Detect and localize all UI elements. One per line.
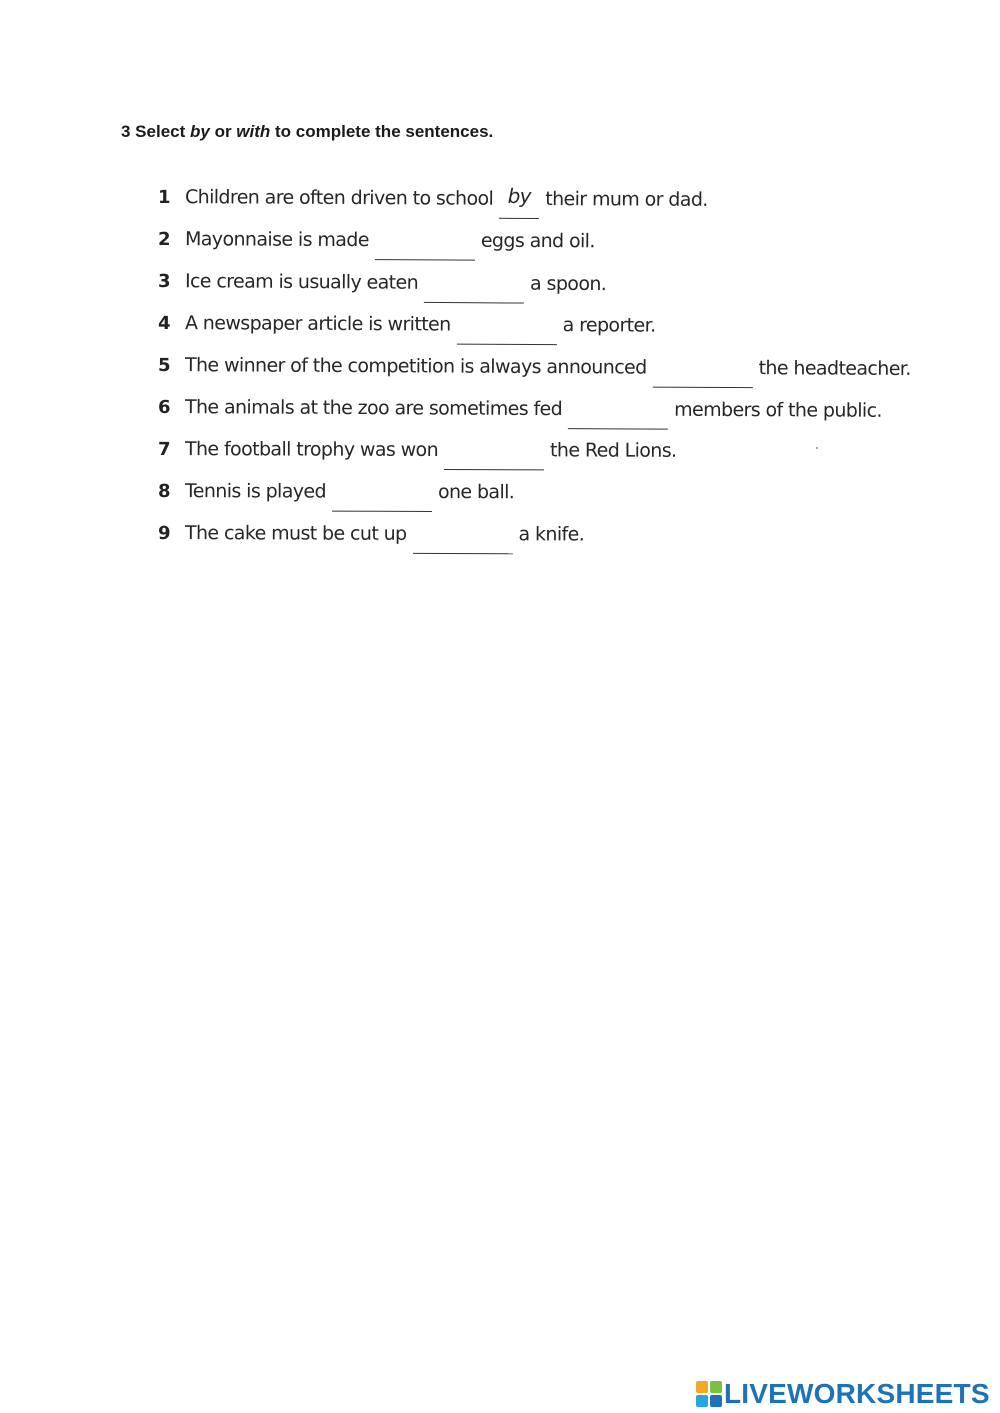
instruction-word-by: by — [190, 122, 210, 141]
instruction-prefix: 3 Select — [121, 122, 190, 141]
sentence-text-after: the headteacher. — [758, 357, 911, 380]
sentence-number: 6 — [157, 396, 170, 418]
sentence-text-before: Tennis is played — [184, 480, 327, 503]
logo-square — [696, 1381, 708, 1393]
logo-square — [696, 1395, 708, 1407]
sentence-text-before: The cake must be cut up — [184, 522, 407, 545]
sentence-text-before: Ice cream is usually eaten — [184, 270, 419, 294]
sentence-number: 2 — [157, 228, 170, 250]
sentence-3 — [158, 260, 958, 308]
logo-square — [710, 1381, 722, 1393]
sentence-6 — [158, 386, 958, 432]
sentence-8 — [158, 470, 958, 515]
logo-square — [710, 1395, 722, 1407]
sentence-4 — [158, 302, 958, 348]
liveworksheets-logo-icon — [696, 1381, 722, 1407]
sentence-text-after: a reporter. — [562, 314, 656, 337]
sentence-text-after: eggs and oil. — [480, 229, 595, 253]
sentence-9 — [158, 512, 958, 557]
sentence-text-before: The football trophy was won — [184, 438, 439, 461]
answer-blank-7[interactable] — [444, 442, 544, 469]
sentence-text-after: their mum or dad. — [545, 188, 708, 211]
liveworksheets-brand — [696, 1378, 990, 1410]
answer-blank-3[interactable] — [424, 275, 524, 303]
sentence-text-after: one ball. — [437, 480, 515, 504]
sentence-5 — [158, 344, 958, 390]
sentence-text-before: A newspaper article is written — [184, 312, 451, 336]
sentence-text-after: a knife. — [518, 523, 585, 546]
instruction-heading — [121, 122, 493, 142]
instruction-middle: or — [209, 122, 237, 141]
instruction-word-with: with — [236, 122, 271, 141]
sentence-number: 7 — [157, 438, 170, 460]
sentence-text-after: members of the public. — [674, 398, 882, 422]
sentence-text-before: The winner of the competition is always announced — [184, 354, 647, 379]
sentence-list — [158, 176, 958, 554]
instruction-suffix: to complete the sentences. — [270, 122, 494, 141]
answer-blank-9[interactable] — [412, 526, 512, 553]
answer-blank-4[interactable] — [457, 317, 557, 345]
answer-blank-5[interactable] — [653, 360, 753, 388]
sentence-text-after: the Red Lions. — [550, 439, 677, 462]
sentence-text-before: The animals at the zoo are sometimes fed — [184, 396, 563, 421]
sentence-text-before: Children are often driven to school — [184, 186, 494, 210]
sentence-2 — [158, 218, 958, 264]
sentence-text-before: Mayonnaise is made — [184, 228, 369, 252]
sentence-number: 1 — [157, 186, 170, 208]
sentence-number: 9 — [157, 522, 170, 544]
sentence-7 — [158, 428, 958, 473]
filled-answer: by — [507, 183, 532, 208]
scan-speck — [816, 447, 818, 449]
answer-blank-6[interactable] — [568, 402, 668, 430]
sentence-text-after: a spoon. — [530, 272, 607, 296]
answer-blank-1 — [499, 183, 539, 218]
answer-blank-2[interactable] — [375, 233, 475, 261]
sentence-number: 8 — [157, 480, 170, 502]
sentence-number: 5 — [157, 354, 170, 376]
sentence-1 — [158, 176, 958, 222]
answer-blank-8[interactable] — [332, 484, 432, 511]
brand-text: LIVEWORKSHEETS — [724, 1378, 990, 1409]
sentence-number: 4 — [157, 312, 170, 334]
sentence-number: 3 — [157, 270, 171, 292]
